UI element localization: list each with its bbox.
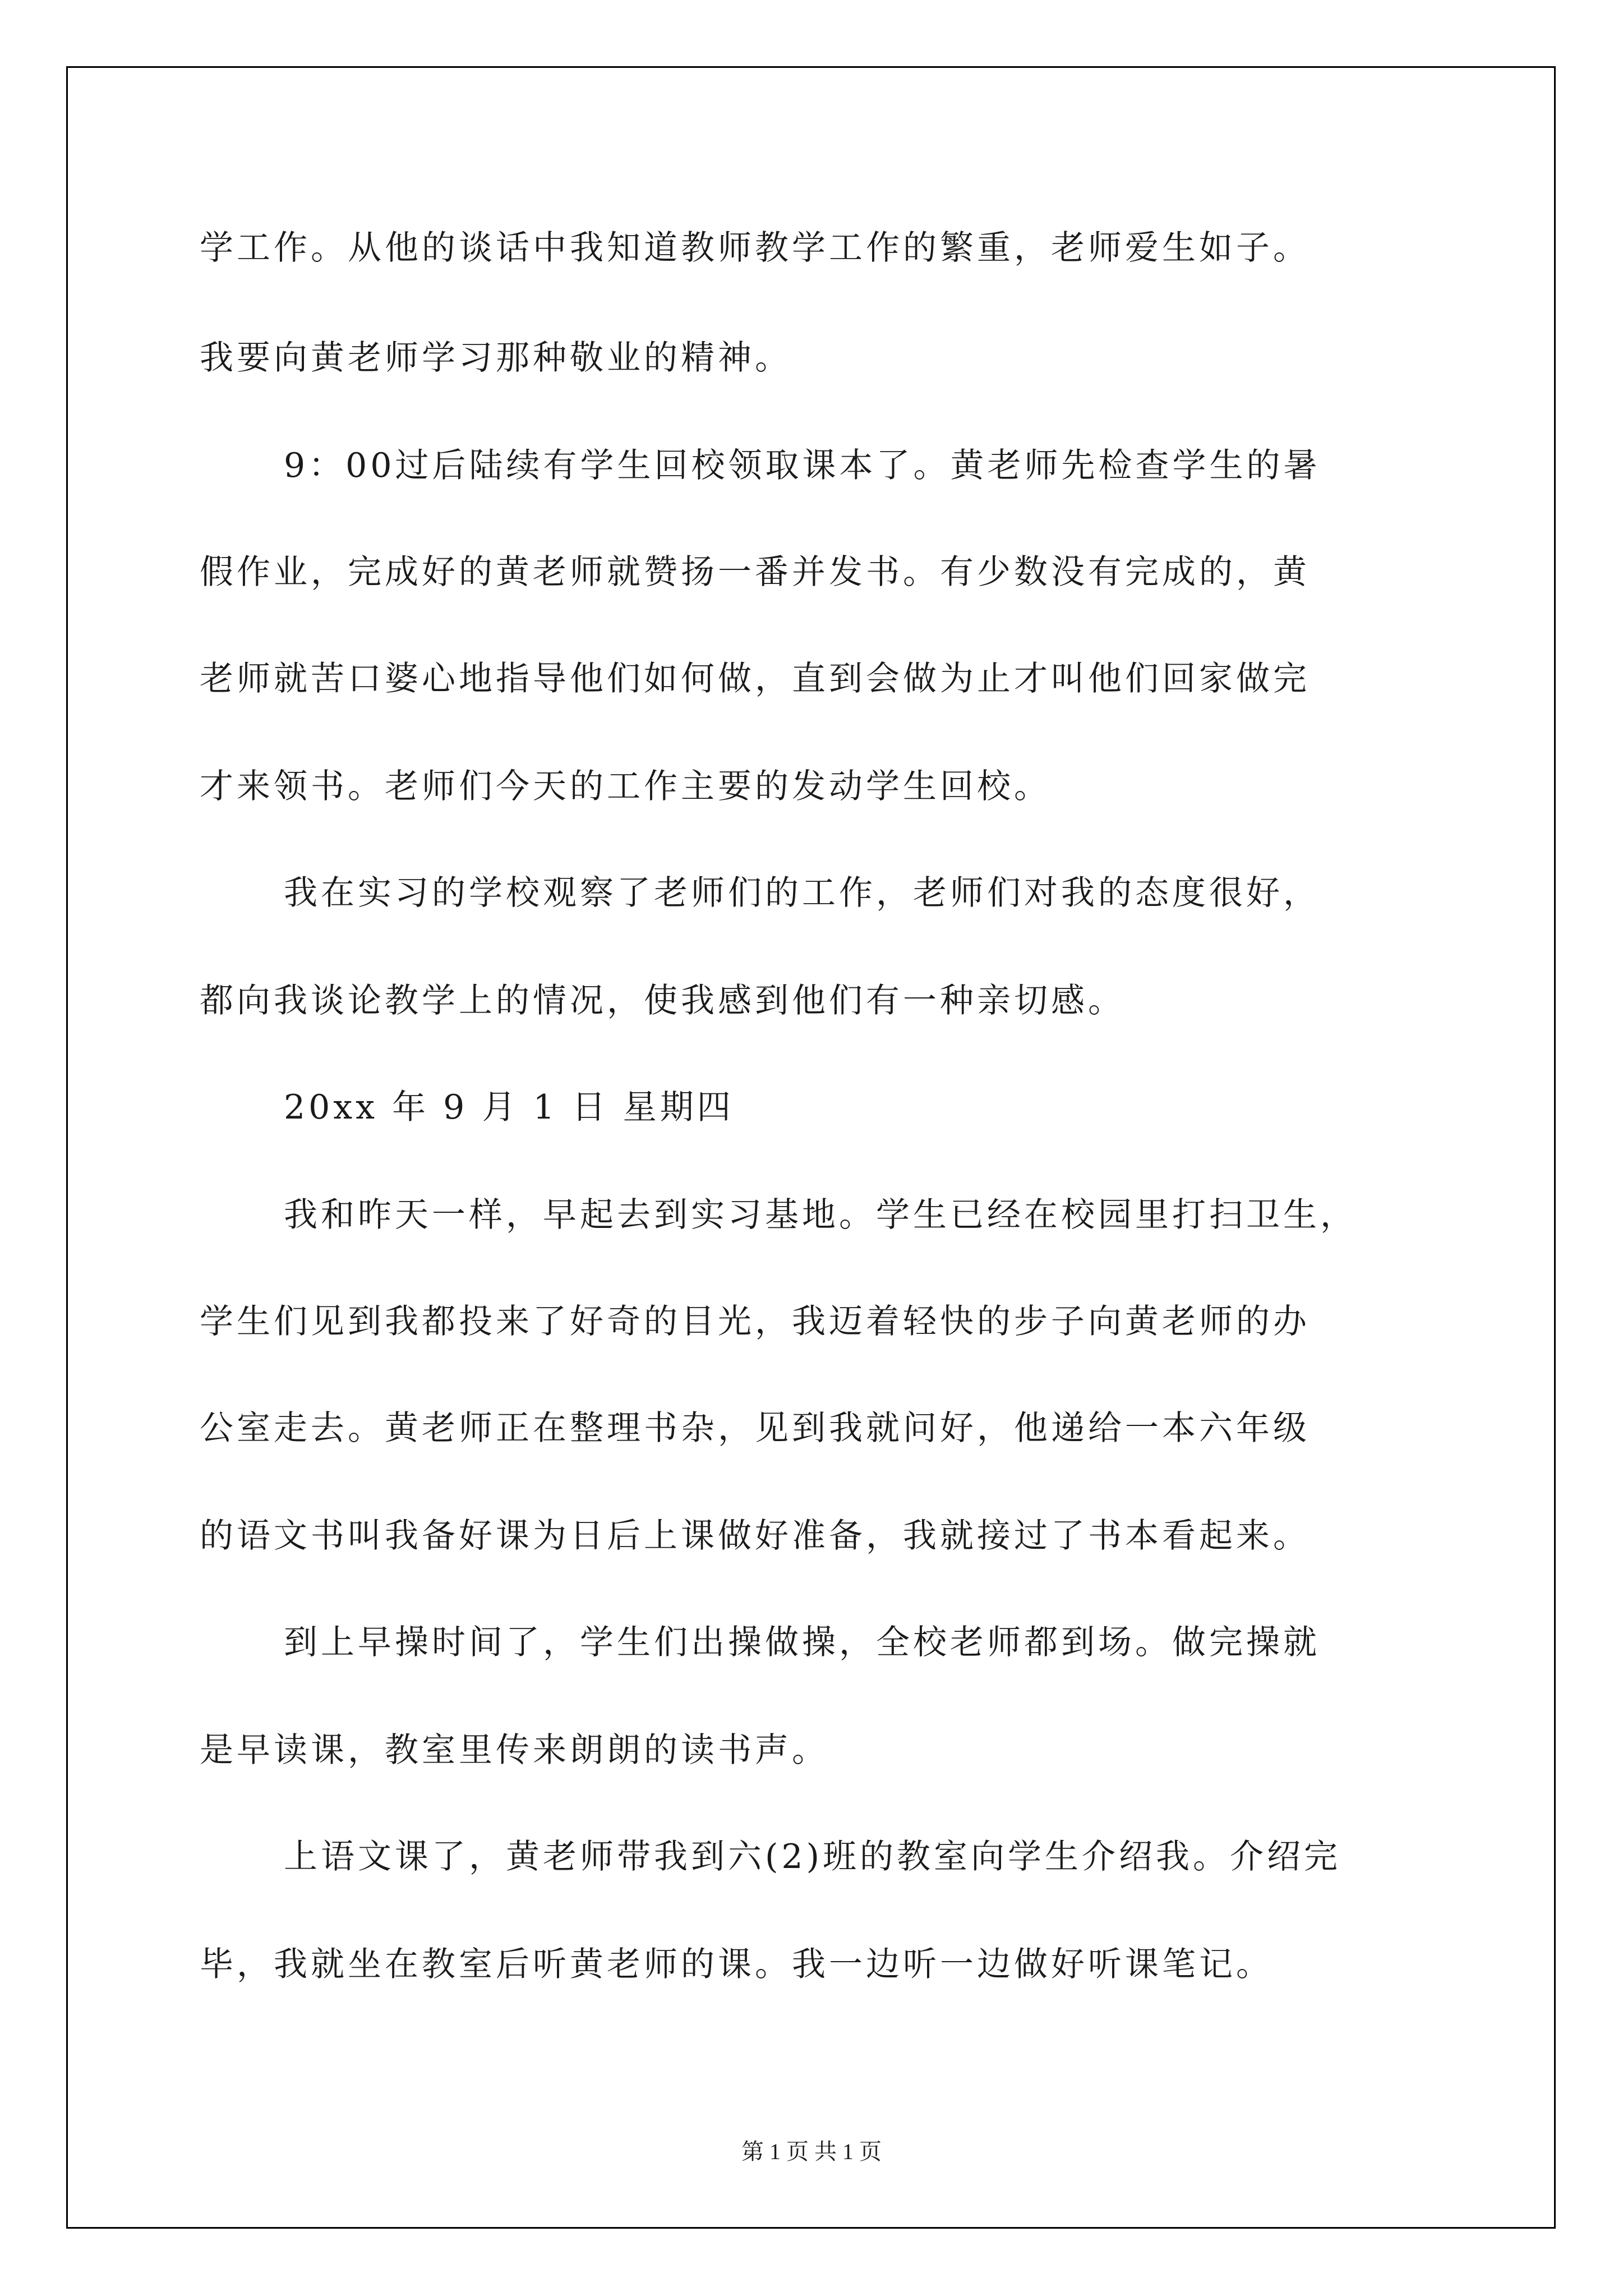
paragraph-start: 9：00过后陆续有学生回校领取课本了。黄老师先检查学生的暑 [284, 446, 1321, 485]
paragraph-start: 我和昨天一样，早起去到实习基地。学生已经在校园里打扫卫生， [284, 1195, 1357, 1235]
page-number-footer: 第 1 页 共 1 页 [741, 2139, 882, 2164]
paragraph-start: 到上早操时间了，学生们出操做操，全校老师都到场。做完操就 [284, 1623, 1320, 1662]
text-line: 假作业，完成好的黄老师就赞扬一番并发书。有少数没有完成的，黄 [200, 553, 1310, 592]
paragraph-start: 上语文课了，黄老师带我到六(2)班的教室向学生介绍我。介绍完 [284, 1837, 1341, 1876]
page-border [66, 66, 1556, 2229]
text-line: 是早读课，教室里传来朗朗的读书声。 [200, 1731, 829, 1770]
text-line: 学工作。从他的谈话中我知道教师教学工作的繁重，老师爱生如子。 [200, 228, 1310, 268]
text-line: 学生们见到我都投来了好奇的目光，我迈着轻快的步子向黄老师的办 [200, 1302, 1310, 1341]
date-heading: 20xx 年 9 月 1 日 星期四 [284, 1088, 734, 1127]
text-line: 的语文书叫我备好课为日后上课做好准备，我就接过了书本看起来。 [200, 1516, 1310, 1556]
text-line: 老师就苦口婆心地指导他们如何做，直到会做为止才叫他们回家做完 [200, 659, 1310, 698]
text-line: 毕，我就坐在教室后听黄老师的课。我一边听一边做好听课笔记。 [200, 1945, 1273, 1984]
paragraph-start: 我在实习的学校观察了老师们的工作，老师们对我的态度很好， [284, 873, 1320, 913]
text-line: 才来领书。老师们今天的工作主要的发动学生回校。 [200, 767, 1051, 806]
text-line: 公室走去。黄老师正在整理书杂，见到我就问好，他递给一本六年级 [200, 1409, 1310, 1448]
text-line: 我要向黄老师学习那种敬业的精神。 [200, 338, 792, 378]
text-line: 都向我谈论教学上的情况，使我感到他们有一种亲切感。 [200, 981, 1125, 1020]
